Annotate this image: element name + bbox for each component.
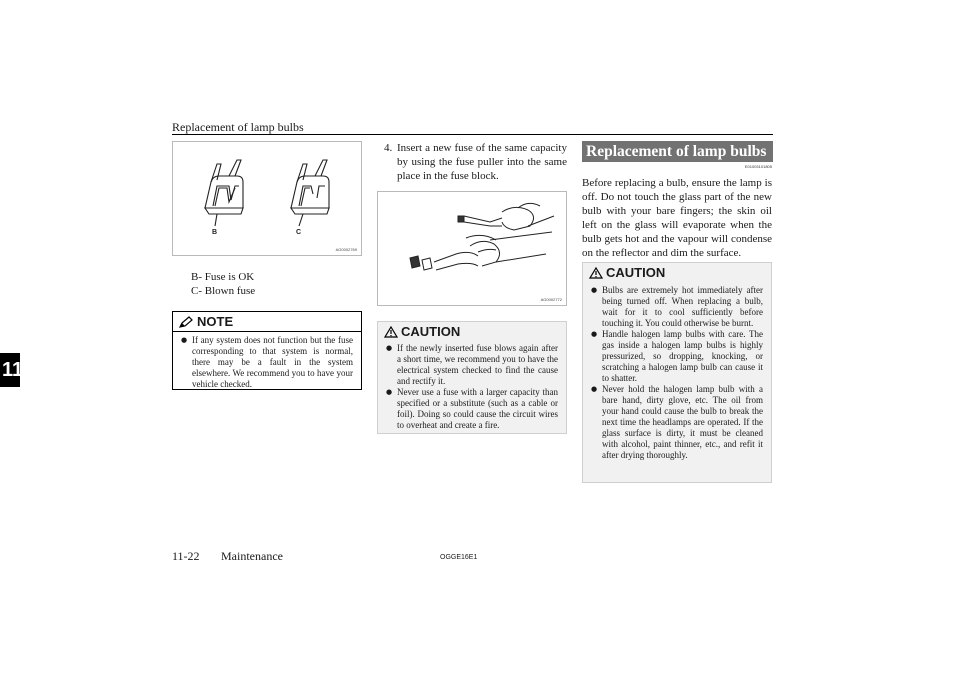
- fuse-label-b: B: [212, 229, 218, 236]
- page-number: 11-22: [172, 549, 200, 563]
- note-body: [173, 332, 361, 396]
- fuse-figure: [172, 141, 362, 256]
- figure-code: AG0002772: [540, 297, 562, 302]
- caution-title: CAUTION: [401, 324, 461, 339]
- bullet-icon: ●: [181, 336, 188, 344]
- intro-paragraph: Before replacing a bulb, ensure the lamp is off. Do not touch the glass part of the new bulb with your bare fingers; the skin oil left on the glass will evaporate when the bulb gets hot and the vapour will condense on the reflector and dim the surface.: [582, 177, 772, 259]
- caution-body: [583, 282, 771, 467]
- figure-code: AG0002769: [335, 247, 357, 252]
- warning-triangle-icon: [589, 267, 603, 279]
- warning-triangle-icon: [384, 326, 398, 338]
- caution-box-fuse: [377, 321, 567, 434]
- bullet-icon: ●: [591, 385, 598, 393]
- bullet-icon: ●: [591, 286, 598, 294]
- section-code: E01003101805: [744, 164, 772, 169]
- caution-bullet: ● Bulbs are extremely hot immediately after being turned off. When replacing a bulb, wait for it to cool sufficiently before touching it. You could otherwise be burnt.: [591, 285, 763, 328]
- step-text: Insert a new fuse of the same capacity by using the fuse puller into the same place in the fuse block.: [397, 142, 567, 182]
- footer-section: Maintenance: [221, 549, 283, 563]
- caution-header: [378, 322, 566, 341]
- fuse-label-c: C: [296, 229, 302, 236]
- bullet-icon: ●: [386, 344, 393, 352]
- document-code: OGGE16E1: [440, 554, 478, 561]
- note-box: [172, 311, 362, 390]
- caption-fuse-ok: B- Fuse is OK: [191, 271, 255, 283]
- caution-bullet: ● Handle halogen lamp bulbs with care. The gas inside a halogen lamp bulbs is highly pressurized, so dropping, knocking, or scratching a halogen lamp bulb can cause it to shatter.: [591, 329, 763, 383]
- caution-bullet: ● If the newly inserted fuse blows again after a short time, we recommend you to have the electrical system checked to find the cause and rectify it.: [386, 343, 558, 386]
- fuse-puller-figure: [377, 191, 567, 306]
- caution-body: [378, 341, 566, 437]
- note-pencil-icon: [179, 316, 193, 328]
- fuse-puller-illustration: [378, 192, 566, 305]
- bullet-icon: ●: [591, 330, 598, 338]
- step-4: [384, 141, 567, 183]
- caption-blown-fuse: C- Blown fuse: [191, 285, 256, 297]
- caution-box-bulbs: [582, 262, 772, 483]
- running-header: Replacement of lamp bulbs: [172, 120, 304, 134]
- step-number: 4.: [384, 142, 393, 154]
- bullet-icon: ●: [386, 388, 393, 396]
- note-bullet: ● If any system does not function but the fuse corresponding to that system is normal, there may be a fault in the system elsewhere. We recommend you to have your vehicle checked.: [181, 335, 353, 389]
- header-rule: [172, 134, 773, 135]
- chapter-tab: 11: [0, 353, 20, 387]
- note-title: NOTE: [197, 314, 234, 329]
- caution-title: CAUTION: [606, 265, 666, 280]
- caution-header: [583, 263, 771, 282]
- fuse-illustration: [173, 142, 361, 255]
- section-title: Replacement of lamp bulbs: [582, 141, 773, 162]
- note-header: [173, 312, 361, 332]
- caution-bullet: ● Never hold the halogen lamp bulb with a bare hand, dirty glove, etc. The oil from your hand could cause the bulb to break the next time the headlamps are operated. If the glass surface is dirty, it must be cleaned with alcohol, paint thinner, etc., and refit it after drying thoroughly.: [591, 384, 763, 460]
- caution-bullet: ● Never use a fuse with a larger capacity than specified or a substitute (such as a cable or foil). Doing so could cause the circuit wires to overheat and create a fire.: [386, 387, 558, 430]
